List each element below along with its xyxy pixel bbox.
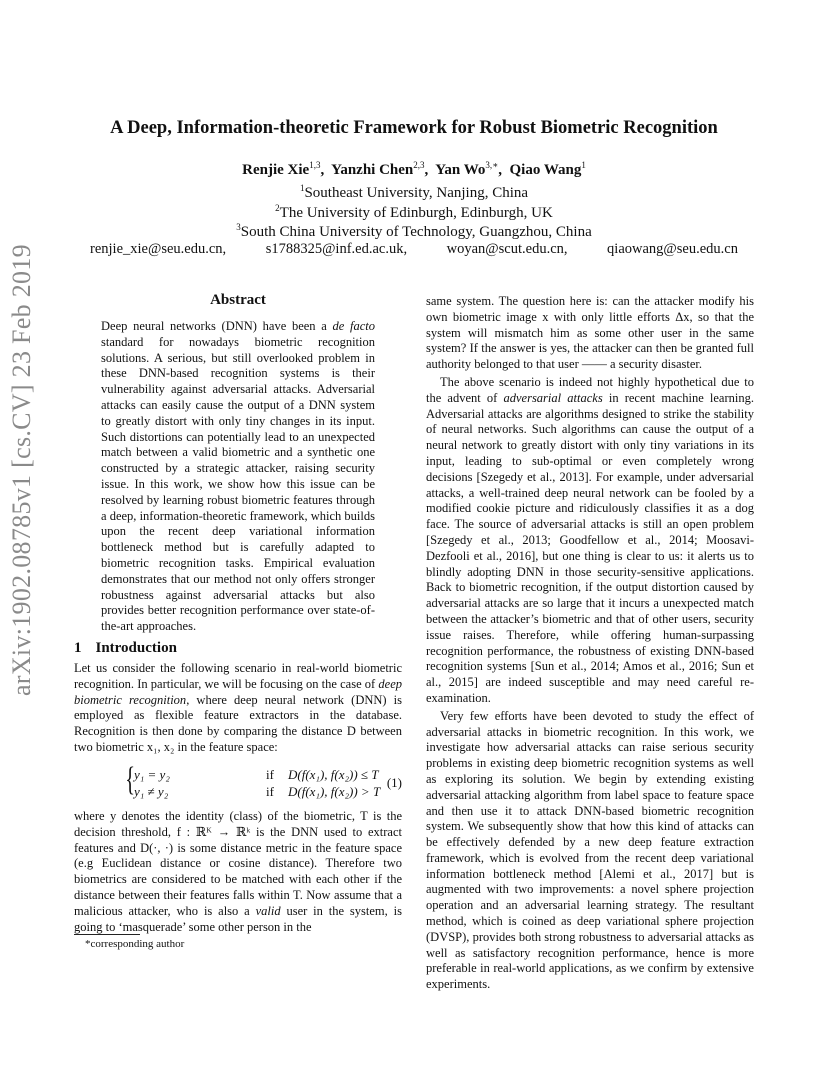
- affiliation: [60, 222, 768, 241]
- abstract-heading: Abstract: [210, 292, 266, 308]
- body-paragraph: [426, 375, 754, 707]
- affiliation: [60, 183, 768, 202]
- email: qiaowang@seu.edu.cn: [607, 241, 738, 257]
- equation: [74, 761, 402, 804]
- body-text: , where deep neural network (DNN) is employed as flexible feature extractors in the database. Recognition is then done by comparing the distance D between two biometric x₁, x₂ in the feature space:: [74, 692, 402, 754]
- affiliation-sup: 3: [236, 222, 241, 232]
- body-text: Let us consider the following scenario in real-world biometric recognition. In particular, we will be focusing on the case of: [74, 661, 402, 691]
- equation-rhs: D(f(x₁), f(x₂)) > T: [288, 784, 381, 799]
- body-text: where y denotes the identity (class) of the biometric, T is the decision threshold, f : ℝᴷ → ℝᵏ is the DNN used to extract features and D(·, ·) is some distance metric in the feature space (e.g Euclidean distance or cosine distance). Therefore two biometrics are considered to be matched with each other if the distance between their features falls within T. Now assume that a malicious attacker, who is also a: [74, 809, 402, 918]
- author-name: Yanzhi Chen: [331, 162, 414, 178]
- equation-rhs: D(f(x₁), f(x₂)) ≤ T: [288, 767, 379, 782]
- author-sup: 1: [581, 160, 586, 170]
- affiliation-sup: 2: [275, 203, 280, 213]
- author-list: Renjie Xie$^{1,3}$, Yanzhi Chen$^{2,3}$, Yan $Wo^{3,∗}$, Qiao Wang$^1$: [242, 160, 586, 178]
- author-name: Qiao Wang: [509, 162, 582, 178]
- author-sup: 1,3: [309, 160, 321, 170]
- section-number: 1: [74, 640, 82, 656]
- affiliation: [60, 203, 768, 222]
- arxiv-id: arXiv:1902.08785v1 [cs.CV] 23 Feb 2019: [7, 244, 36, 696]
- body-text: The above scenario is indeed not highly hypothetical due to the advent of: [426, 374, 754, 405]
- email: s1788325@inf.ed.ac.uk,: [265, 241, 408, 257]
- author-sup: 2,3: [413, 160, 425, 170]
- equation-if: if: [266, 767, 274, 782]
- footnote-rule: [74, 934, 140, 935]
- equation-brace: {: [125, 761, 136, 798]
- abstract-body: [101, 319, 375, 635]
- email: woyan@scut.edu.cn,: [446, 241, 568, 257]
- affiliation-sup: 1: [299, 183, 305, 193]
- footnote: *corresponding author: [85, 938, 185, 950]
- abstract-text: standard for nowadays biometric recognition solutions. A serious, but still overlooked problem in these DNN-based recognition systems is their vulnerability against adversarial attacks. Adversarial attacks can easily cause the output of a DNN system to greatly distort with only tiny changes in its input. Such distortions can potentially lead to an unexpected match between a valid biometric and a synthetic one constructed by a strategic attacker, raising security issue. In this work, we show how this issue can be resolved by learning robust biometric features through a deep, information-theoretic framework, which builds upon the recent deep variational information bottleneck method but is carefully adapted to biometric recognition tasks. Empirical evaluation demonstrates that our method not only offers stronger robustness against adversarial attacks but also provides better recognition performance over state-of-the-art approaches.: [101, 334, 375, 634]
- intro-paragraph: [74, 809, 402, 935]
- section-title: Introduction: [95, 640, 177, 656]
- equation-if: if: [266, 784, 274, 799]
- author-name: Yan Wo: [435, 162, 486, 178]
- abstract-emphasis: de facto: [332, 319, 375, 333]
- intro-paragraph: [74, 661, 402, 756]
- email-list: [60, 241, 768, 258]
- email: renjie_xie@seu.edu.cn,: [90, 241, 227, 257]
- abstract-text: Deep neural networks (DNN) have been a: [101, 319, 333, 333]
- section-heading: [74, 640, 177, 657]
- affiliation-text: South China University of Technology, Guangzhou, China: [240, 224, 592, 240]
- body-text: in recent machine learning. Adversarial attacks are algorithms designed to strike the stability of neural networks. Such algorithms can cause the output of a neural network to greatly distort with only tiny variations in its input, leading to sub-optimal or even completely wrong decisions [Szegedy et al., 2013]. For example, under adversarial attacks, a well-trained deep neural network can be fooled by a modified cookie picture and ridiculously classifies it as a dog face. The source of adversarial attacks is still an open problem [Szegedy et al., 2013; Goodfellow et al., 2014; Moosavi-Dezfooli et al., 2016], but one thing is clear to us: it alerts us to blindly adopting DNN in those security-sensitive applications. Back to biometric recognition, if the output distortion caused by adversarial attacks are so large that it incurs a unexpected match between the attacker’s biometric and that of other users, security issue raises. Therefore, while offering human-surpassing recognition performance, the robustness of existing DNN-based recognition systems [Sun et al., 2014; Amos et al., 2016; Sun et al., 2015] are indeed susceptible and may need careful re-examination.: [426, 390, 754, 705]
- body-paragraph: Very few efforts have been devoted to study the effect of adversarial attacks in biometric recognition. In this work, we investigate how adversarial attacks can raise serious security problems in existing deep biometric recognition systems as well as exploring its solution. We begin by extending existing adversarial attacking algorithm from label space to feature space and then use it to attack DNN-based biometric recognition system. We subsequently show that how this kind of attacks can be effectively defended by a new deep feature extraction framework, which is evolved from the recent deep variational information bottleneck method [Alemi et al., 2017] but is augmented with two improvements: a novel sphere projection operation and an adversarial learning strategy. The resultant method, which is coined as deep variational sphere projection (DVSP), provides both strong robustness to adversarial attacks as well as satisfactory recognition performance, hence is more preferable in real-world applications, as we confirm by extensive experiments.: [426, 708, 754, 992]
- body-paragraph: same system. The question here is: can the attacker modify his own biometric image x with only little efforts Δx, so that the system will mismatch him as some other user in the same system? If the answer is yes, the attacker can then be granted full authority belonged to that user —— a security disaster.: [426, 294, 754, 372]
- body-text: user in the system, is going to ‘masquerade’ some other person in the: [74, 903, 402, 934]
- affiliation-text: Southeast University, Nanjing, China: [304, 185, 529, 201]
- affiliation-text: The University of Edinburgh, Edinburgh, UK: [279, 205, 553, 221]
- author-name: Renjie Xie: [242, 162, 310, 178]
- body-emphasis: deep biometric recognition: [74, 676, 402, 707]
- equation-lhs: y₁ ≠ y₂: [134, 784, 169, 799]
- equation-lhs: y₁ = y₂: [134, 767, 170, 782]
- body-emphasis: adversarial attacks: [503, 390, 603, 405]
- author-sup: 3,∗: [485, 160, 499, 170]
- equation-number: (1): [386, 775, 402, 790]
- paper-title: A Deep, Information-theoretic Framework for Robust Biometric Recognition: [110, 118, 718, 138]
- body-emphasis: valid: [255, 903, 281, 918]
- right-column: [426, 294, 754, 993]
